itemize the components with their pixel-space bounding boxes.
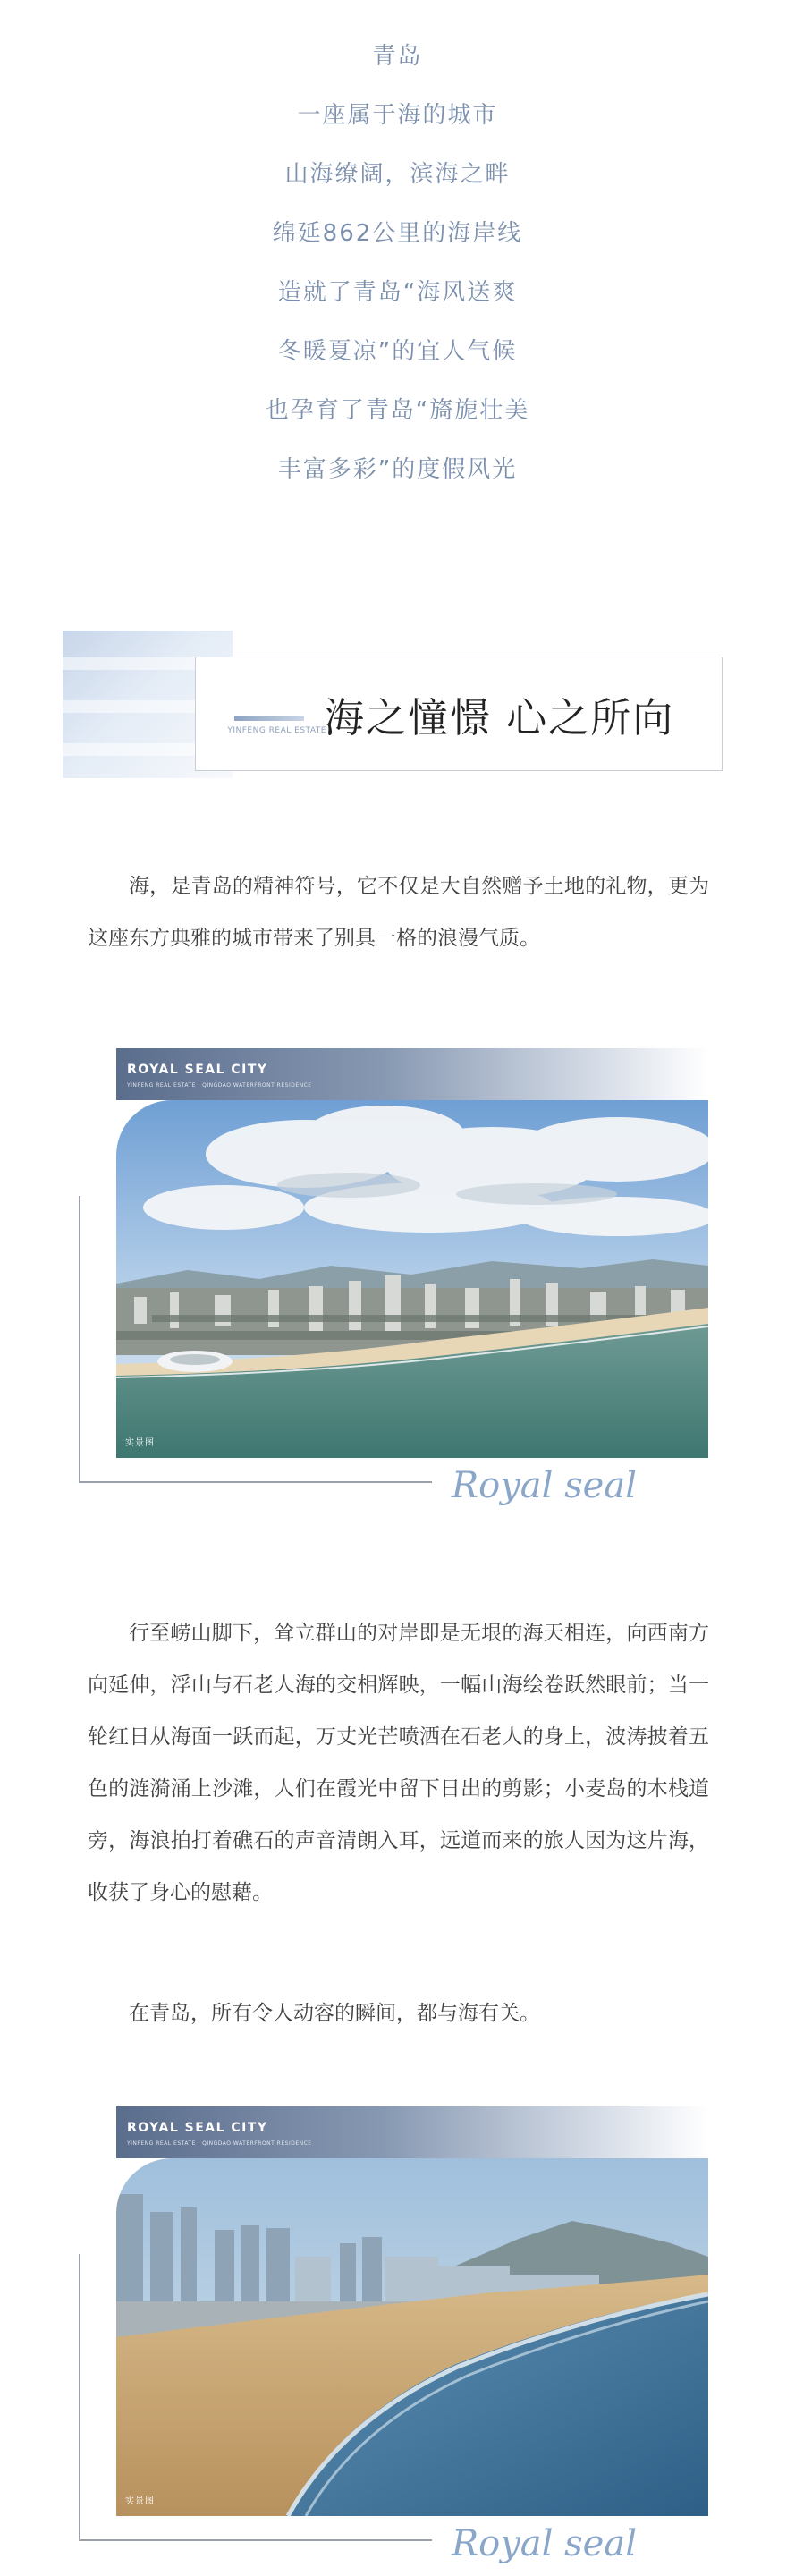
beach-image: [116, 2158, 708, 2516]
frame-line-horizontal: [79, 2539, 432, 2541]
card-header-subtitle: YINFENG REAL ESTATE · QINGDAO WATERFRONT RESIDENCE: [127, 2140, 312, 2147]
body-paragraph: 行至崂山脚下，耸立群山的对岸即是无垠的海天相连，向西南方向延伸，浮山与石老人海的交相辉映，一幅山海绘卷跃然眼前；当一轮红日从海面一跃而起，万丈光芒喷洒在石老人的身上，波涛披着五色的涟漪涌上沙滩，人们在霞光中留下日出的剪影；小麦岛的木栈道旁，海浪拍打着礁石的声音清朗入耳，远道而来的旅人因为这片海，收获了身心的慰藉。: [88, 1622, 709, 1904]
signature-text: Royal seal: [452, 1465, 637, 1506]
signature-text: Royal seal: [452, 2523, 637, 2564]
frame-line-horizontal: [79, 1481, 432, 1483]
photo-caption: 实景图: [125, 2496, 155, 2506]
poem-line: 冬暖夏凉”的宜人气候: [277, 338, 518, 365]
poem-line: 青岛: [372, 43, 423, 70]
card-header: [116, 2106, 708, 2158]
brand-small-label: YINFENG REAL ESTATE: [227, 726, 326, 735]
poem-line: 丰富多彩”的度假风光: [277, 456, 518, 483]
card-header-subtitle: YINFENG REAL ESTATE · QINGDAO WATERFRONT RESIDENCE: [127, 1082, 312, 1089]
coastline-image: [116, 1100, 708, 1458]
card-header: [116, 1048, 708, 1100]
banner-accent-bar: [234, 716, 304, 721]
photo-card: [0, 1048, 795, 1513]
card-header-title: ROYAL SEAL CITY: [127, 1063, 268, 1077]
poem-line: 也孕育了青岛“旖旎壮美: [265, 397, 530, 424]
intro-poem: [0, 27, 795, 499]
frame-line-vertical: [79, 2254, 80, 2540]
coastline-photo: [116, 1100, 708, 1458]
signature-script: [443, 1451, 693, 1518]
photo-card: [0, 2106, 795, 2572]
poem-line: 山海缭阔，滨海之畔: [284, 161, 511, 188]
section-title: 海之憧憬 心之所向: [324, 694, 675, 741]
signature-script: [443, 2509, 693, 2576]
body-paragraph: 在青岛，所有令人动容的瞬间，都与海有关。: [129, 2002, 540, 2025]
body-paragraph: 海，是青岛的精神符号，它不仅是大自然赠予土地的礼物，更为这座东方典雅的城市带来了别具一格的浪漫气质。: [88, 875, 709, 950]
beach-photo: [116, 2158, 708, 2516]
card-header-title: ROYAL SEAL CITY: [127, 2121, 268, 2135]
poem-line: 造就了青岛“海风送爽: [277, 279, 518, 306]
poem-line: 一座属于海的城市: [297, 102, 498, 129]
photo-caption: 实景图: [125, 1438, 155, 1448]
frame-line-vertical: [79, 1196, 80, 1482]
poem-line: 绵延862公里的海岸线: [272, 220, 523, 247]
